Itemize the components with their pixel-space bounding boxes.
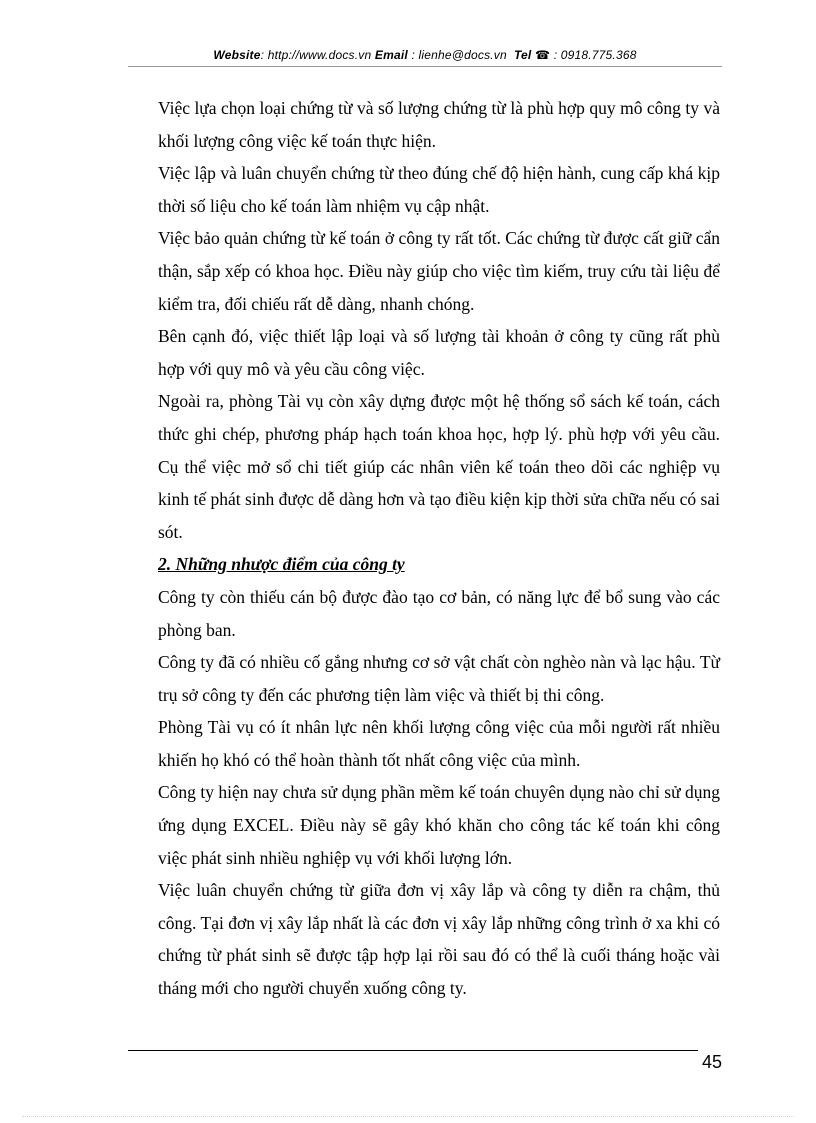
paragraph: Việc bảo quản chứng từ kế toán ở công ty rất tốt. Các chứng từ được cất giữ cẩn thận, sắp xếp có khoa học. Điều này giúp cho việc tìm kiếm, truy cứu tài liệu để kiểm tra, đối chiếu rất dễ dàng, nhanh chóng.	[158, 228, 720, 314]
email-value: : lienhe@docs.vn	[407, 48, 507, 62]
website-label: Website	[213, 48, 261, 62]
page-header	[128, 48, 722, 62]
paragraph: Việc luân chuyển chứng từ giữa đơn vị xây lắp và công ty diễn ra chậm, thủ công. Tại đơn vị xây lắp nhất là các đơn vị xây lắp những công trình ở xa khi có chứng từ phát sinh sẽ được tập hợp lại rồi sau đó có thể là cuối tháng hoặc vài tháng mới cho người chuyển xuống công ty.	[158, 880, 720, 999]
email-label: Email	[374, 48, 408, 62]
website-value: : http://www.docs.vn	[260, 48, 372, 62]
document-body	[158, 92, 720, 1005]
phone-icon: ☎	[535, 48, 551, 62]
paragraph: Công ty còn thiếu cán bộ được đào tạo cơ bản, có năng lực để bổ sung vào các phòng ban.	[158, 586, 720, 640]
paragraph: Phòng Tài vụ có ít nhân lực nên khối lượng công việc của mỗi người rất nhiều khiến họ khó có thể hoàn thành tốt nhất công việc của mình.	[158, 717, 720, 770]
paragraph: Công ty hiện nay chưa sử dụng phần mềm kế toán chuyên dụng nào chỉ sử dụng ứng dụng EXCEL. Điều này sẽ gây khó khăn cho công tác kế toán khi công việc phát sinh nhiều nghiệp vụ với khối lượng lớn.	[158, 782, 720, 868]
paragraph: Ngoài ra, phòng Tài vụ còn xây dựng được một hệ thống sổ sách kế toán, cách thức ghi chép, phương pháp hạch toán khoa học, hợp lý. phù hợp với yêu cầu. Cụ thể việc mở sổ chi tiết giúp các nhân viên kế toán theo dõi các nghiệp vụ kinh tế phát sinh được dễ dàng hơn và tạo điều kiện kịp thời sửa chữa nếu có sai sót.	[158, 391, 720, 542]
tel-value: : 0918.775.368	[550, 48, 637, 62]
page-number: 45	[701, 1052, 722, 1072]
section-heading: 2. Những nhược điểm của công ty	[158, 554, 405, 575]
paragraph: Việc lựa chọn loại chứng từ và số lượng chứng từ là phù hợp quy mô công ty và khối lượng công việc kế toán thực hiện.	[158, 98, 720, 151]
footer-divider	[128, 1050, 698, 1051]
page-edge-dotted-line	[22, 1116, 794, 1117]
tel-label: Tel	[513, 48, 532, 62]
paragraph: Việc lập và luân chuyển chứng từ theo đúng chế độ hiện hành, cung cấp khá kịp thời số liệu cho kế toán làm nhiệm vụ cập nhật.	[158, 163, 720, 216]
header-divider	[128, 66, 722, 67]
paragraph: Công ty đã có nhiều cố gắng nhưng cơ sở vật chất còn nghèo nàn và lạc hậu. Từ trụ sở công ty đến các phương tiện làm việc và thiết bị thi công.	[158, 652, 720, 705]
paragraph: Bên cạnh đó, việc thiết lập loại và số lượng tài khoản ở công ty cũng rất phù hợp với quy mô và yêu cầu công việc.	[158, 326, 720, 379]
